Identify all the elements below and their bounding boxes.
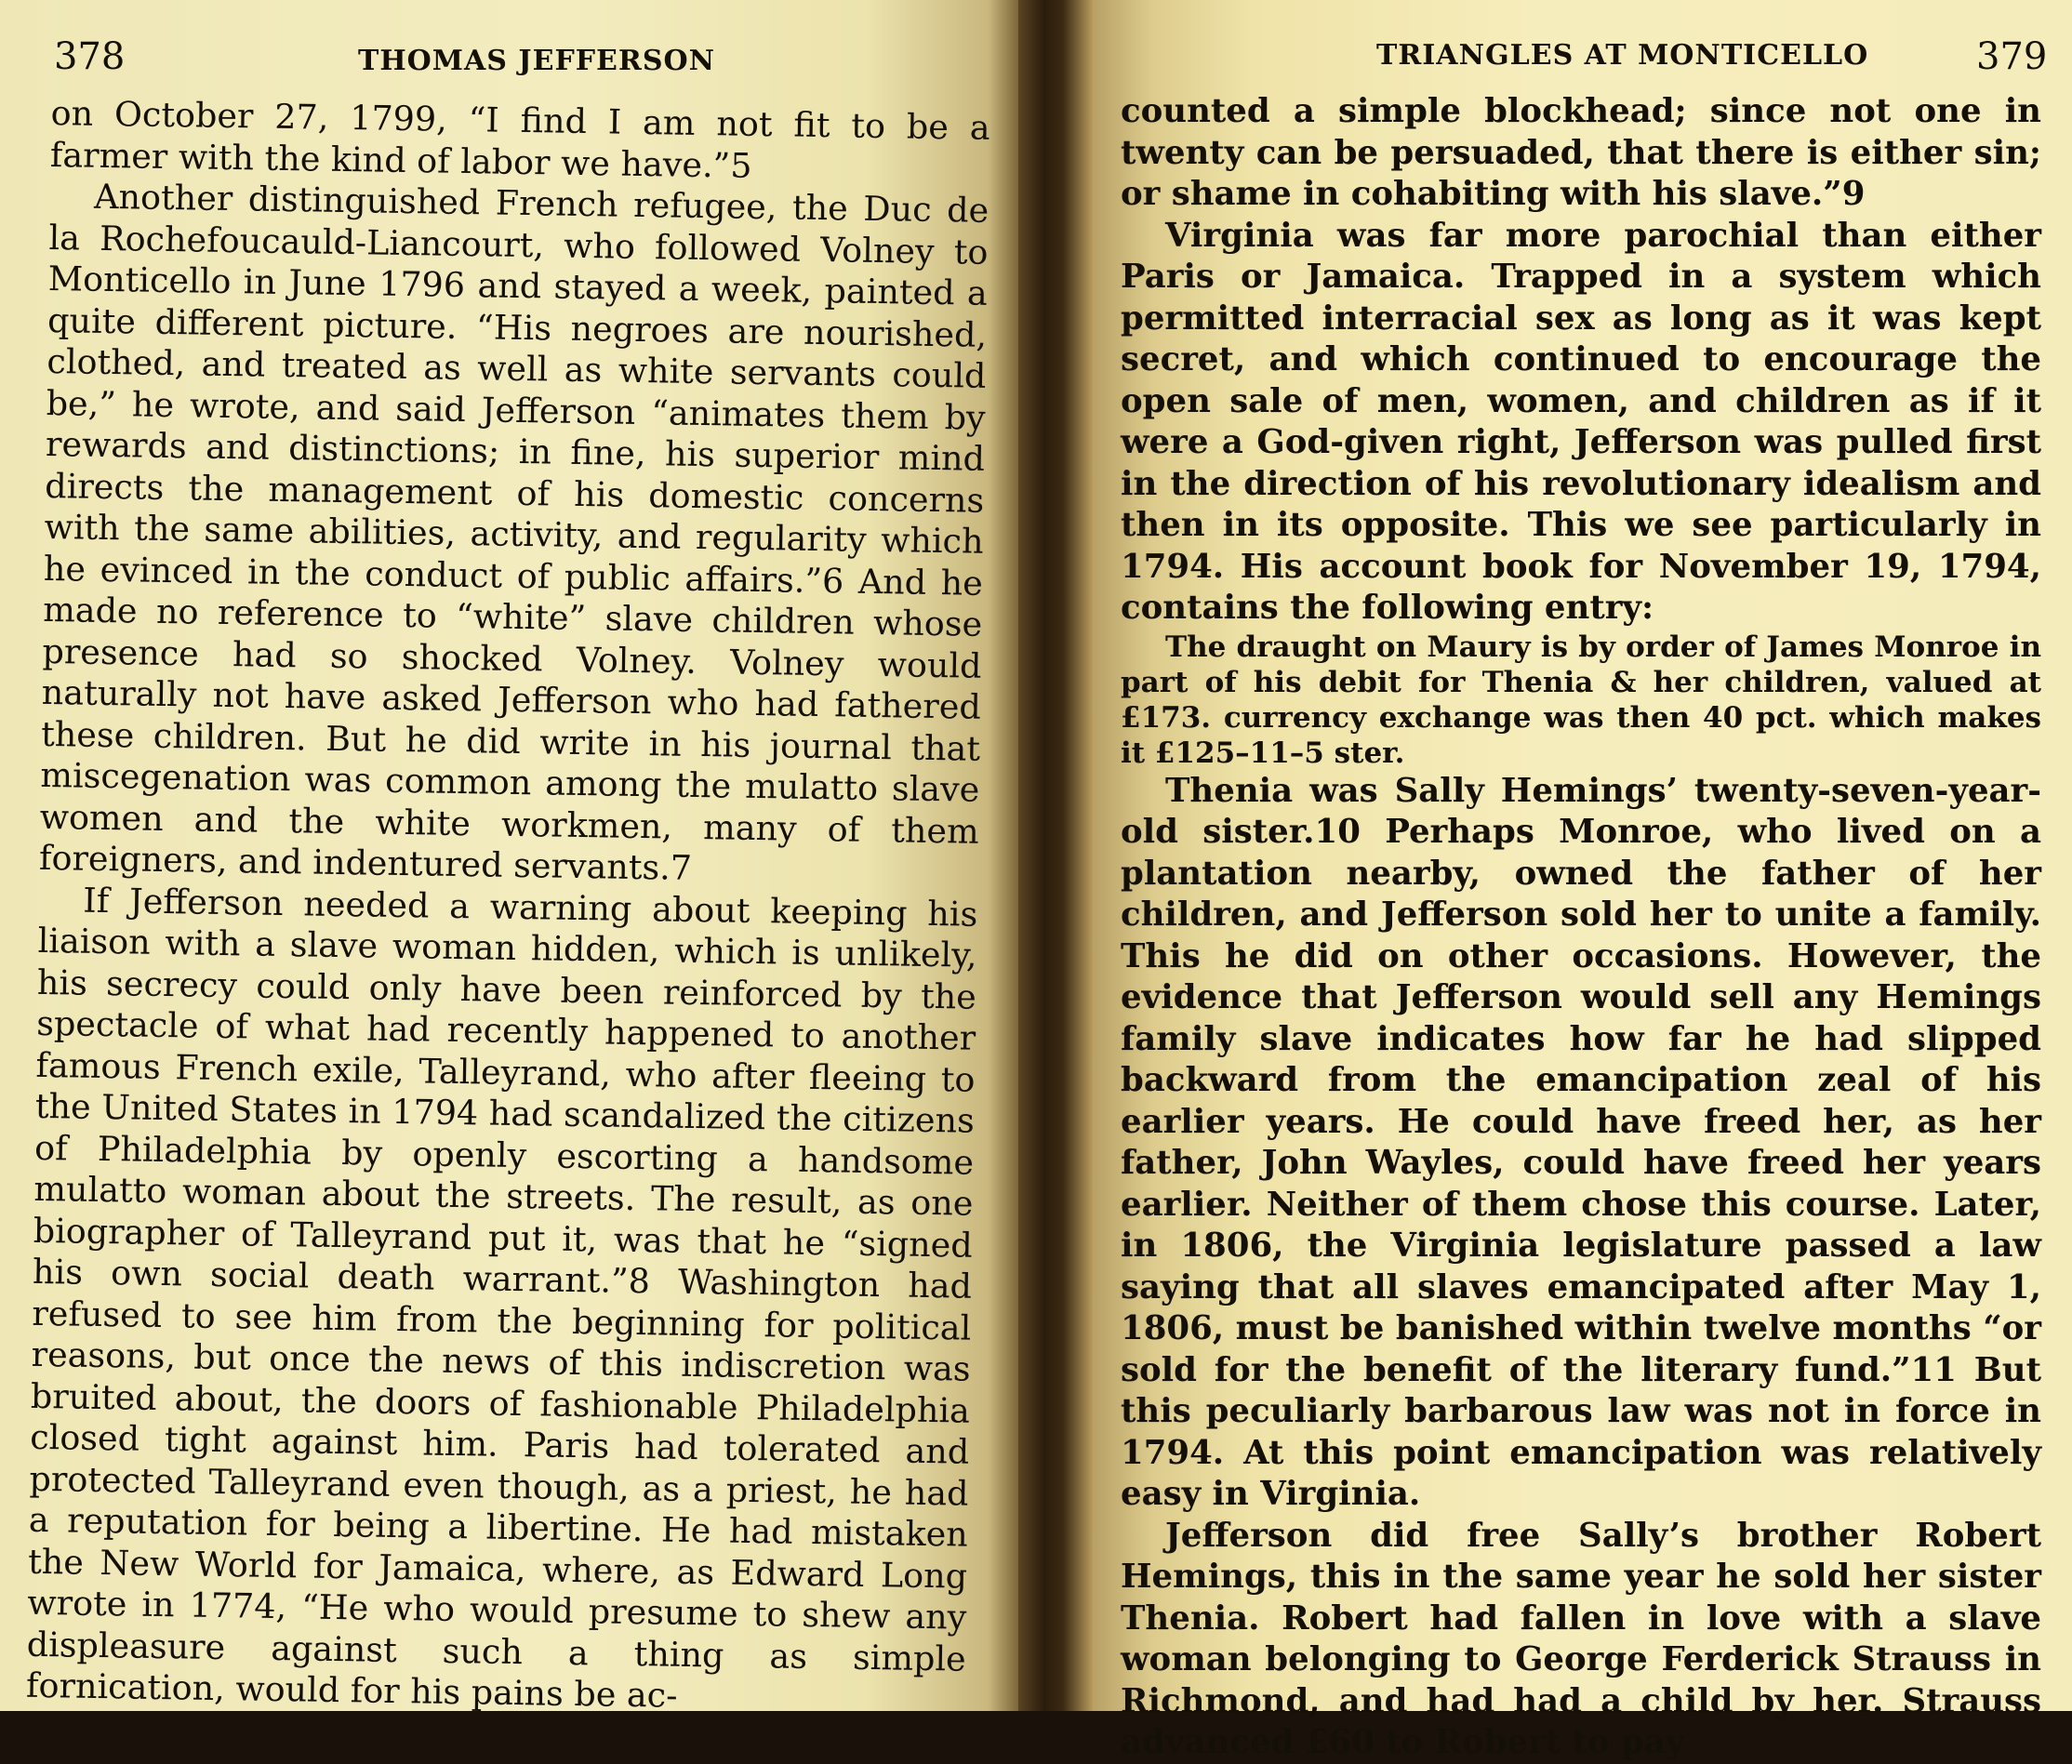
paragraph: on October 27, 1799, “I find I am not fit to be a farmer with the kind of labor we have.”5 bbox=[49, 93, 990, 186]
paragraph: Jefferson did free Sally’s brother Robert Hemings, this in the same year he sold her sister Thenia. Robert had fallen in love with a slave woman belonging to George Ferderick Strauss in Richmond, and had had a child by her. Strauss advanced £60 to Robert to pay bbox=[1121, 1516, 2041, 1761]
paragraph: Thenia was Sally Hemings’ twenty-seven-year-old sister.10 Perhaps Monroe, who lived on a plantation nearby, owned the father of her children, and Jefferson sold her to unite a family. This he did on other occasions. However, the evidence that Jefferson would sell any Hemings family slave indicates how far he had slipped backward from the emancipation zeal of his earlier years. He could have freed her, as her father, John Wayles, could have freed her years earlier. Neither of them chose this course. Later, in 1806, the Virginia legislature passed a law saying that all slaves emancipated after May 1, 1806, must be banished within twelve months “or sold for the benefit of the literary fund.”11 But this peculiarly barbarous law was not in force in 1794. At this point emancipation was relatively easy in Virginia. bbox=[1121, 771, 2041, 1513]
running-head-left: THOMAS JEFFERSON bbox=[358, 45, 716, 77]
paragraph: Another distinguished French refugee, the Duc de la Rochefoucauld-Liancourt, who followed Volney to Monticello in June 1796 and stayed a week, painted a quite different picture. “His negroes are nourished, clothed, and treated as well as white servants could be,” he wrote, and said Jefferson “animates them by rewards and distinctions; in fine, his superior mind directs the management of his domestic concerns with the same abilities, activity, and regularity which he evinced in the conduct of public affairs.”6 And he made no reference to “white” slave children whose presence had so shocked Volney. Volney would naturally not have asked Jefferson who had fathered these children. But he did write in his journal that miscegenation was common among the mulatto slave women and the white workmen, many of them foreigners, and indentured servants.7 bbox=[38, 176, 990, 888]
left-body-text bbox=[26, 93, 990, 1721]
right-page bbox=[1093, 0, 2072, 1761]
paragraph: If Jefferson needed a warning about keeping his liaison with a slave woman hidden, which is unlikely, his secrecy could only have been reinforced by the spectacle of what had recently happened to another famous French exile, Talleyrand, who after fleeing to the United States in 1794 had scandalized the citizens of Philadelphia by openly escorting a handsome mulatto woman about the streets. The result, as one biographer of Talleyrand put it, was that he “signed his own social death warrant.”8 Washington had refused to see him from the beginning for political reasons, but once the news of this indiscretion was bruited about, the doors of fashionable Philadelphia closed tight against him. Paris had tolerated and protected Talleyrand even though, as a priest, he had a reputation for being a libertine. He had mistaken the New World for Jamaica, where, as Edward Long wrote in 1774, “He who would presume to shew any displeasure against such a thing as simple fornication, would for his pains be ac- bbox=[25, 880, 978, 1716]
page-number-left: 378 bbox=[54, 35, 126, 78]
book-gutter bbox=[1018, 0, 1093, 1711]
page-number-right: 379 bbox=[1976, 35, 2048, 78]
block-quote: The draught on Maury is by order of James Monroe in part of his debit for Thenia & her children, valued at £173. currency exchange was then 40 pct. which makes it £125–11–5 ster. bbox=[1121, 630, 2041, 770]
paragraph: Virginia was far more parochial than either Paris or Jamaica. Trapped in a system which permitted interracial sex as long as it was kept secret, and which continued to encourage the open sale of men, women, and children as if it were a God-given right, Jefferson was pulled first in the direction of his revolutionary idealism and then in its opposite. This we see particularly in 1794. His account book for November 19, 1794, contains the following entry: bbox=[1121, 216, 2041, 627]
running-head-right: TRIANGLES AT MONTICELLO bbox=[1376, 39, 1869, 72]
paragraph: counted a simple blockhead; since not one in twenty can be persuaded, that there is either sin; or shame in cohabiting with his slave.”9 bbox=[1121, 92, 2041, 213]
right-body-text bbox=[1121, 91, 2041, 1764]
left-page bbox=[0, 0, 1018, 1716]
